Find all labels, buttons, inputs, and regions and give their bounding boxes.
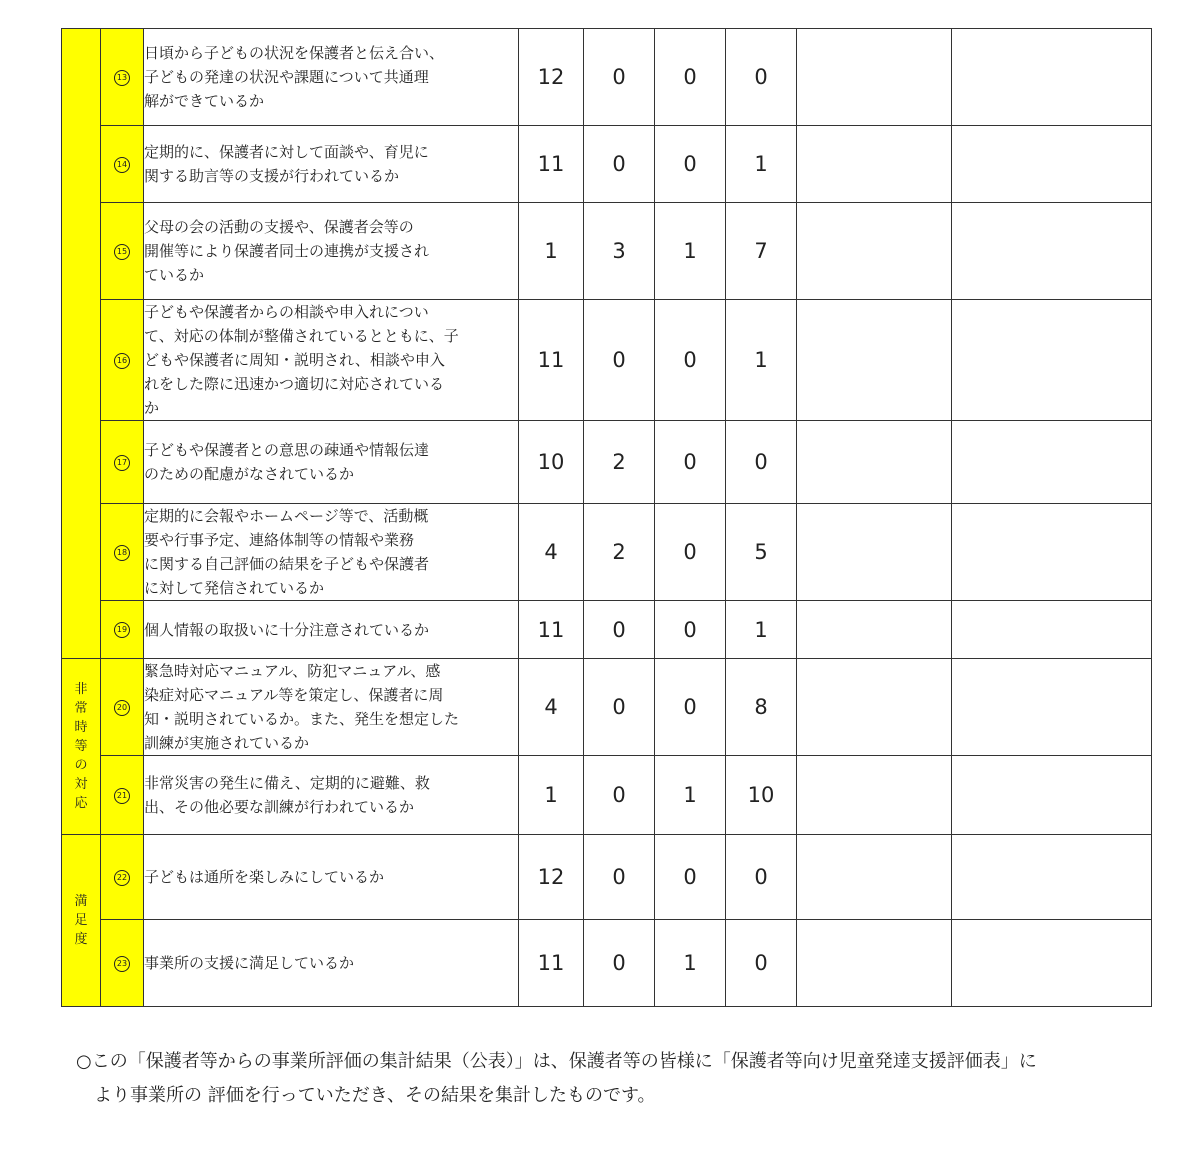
question-cell: 定期的に、保護者に対して面談や、育児に 関する助言等の支援が行われているか — [144, 126, 519, 203]
response-cell — [952, 756, 1152, 835]
comment-cell — [797, 29, 952, 126]
question-cell: 子どもや保護者との意思の疎通や情報伝達 のための配慮がなされているか — [144, 421, 519, 504]
value-yes: 4 — [519, 504, 584, 601]
table-row — [62, 756, 1152, 835]
value-neutral: 0 — [584, 659, 655, 756]
table-row — [62, 601, 1152, 659]
value-neutral: 0 — [584, 29, 655, 126]
table-row — [62, 29, 1152, 126]
item-number: 23 — [101, 920, 144, 1007]
value-unknown: 0 — [726, 835, 797, 920]
value-yes: 1 — [519, 756, 584, 835]
value-yes: 11 — [519, 920, 584, 1007]
value-unknown: 5 — [726, 504, 797, 601]
comment-cell — [797, 835, 952, 920]
item-number: 19 — [101, 601, 144, 659]
value-yes: 10 — [519, 421, 584, 504]
value-neutral: 0 — [584, 300, 655, 421]
value-neutral: 0 — [584, 756, 655, 835]
response-cell — [952, 835, 1152, 920]
response-cell — [952, 203, 1152, 300]
comment-cell — [797, 126, 952, 203]
value-no: 0 — [655, 29, 726, 126]
response-cell — [952, 300, 1152, 421]
value-unknown: 8 — [726, 659, 797, 756]
response-cell — [952, 29, 1152, 126]
question-cell: 日頃から子どもの状況を保護者と伝え合い、 子どもの発達の状況や課題について共通理 解ができているか — [144, 29, 519, 126]
value-yes: 1 — [519, 203, 584, 300]
table-row — [62, 126, 1152, 203]
value-yes: 11 — [519, 601, 584, 659]
value-unknown: 10 — [726, 756, 797, 835]
response-cell — [952, 421, 1152, 504]
question-cell: 定期的に会報やホームページ等で、活動概 要や行事予定、連絡体制等の情報や業務 に関する自己評価の結果を子どもや保護者 に対して発信されているか — [144, 504, 519, 601]
response-cell — [952, 659, 1152, 756]
value-no: 1 — [655, 203, 726, 300]
value-unknown: 0 — [726, 920, 797, 1007]
comment-cell — [797, 421, 952, 504]
response-cell — [952, 126, 1152, 203]
comment-cell — [797, 203, 952, 300]
response-cell — [952, 920, 1152, 1007]
category-emergency: 非常時等の対応 — [62, 659, 101, 835]
footnote: ○この「保護者等からの事業所評価の集計結果（公表）」は、保護者等の皆様に「保護者等向け児童発達支援評価表」に より事業所の 評価を行っていただき、その結果を集計したものです。 — [76, 1051, 1037, 1106]
item-number: 22 — [101, 835, 144, 920]
question-cell: 父母の会の活動の支援や、保護者会等の 開催等により保護者同士の連携が支援され ているか — [144, 203, 519, 300]
value-yes: 11 — [519, 126, 584, 203]
value-neutral: 3 — [584, 203, 655, 300]
value-unknown: 0 — [726, 29, 797, 126]
question-cell: 事業所の支援に満足しているか — [144, 920, 519, 1007]
item-number: 17 — [101, 421, 144, 504]
table-row — [62, 504, 1152, 601]
value-yes: 11 — [519, 300, 584, 421]
value-neutral: 0 — [584, 126, 655, 203]
item-number: 21 — [101, 756, 144, 835]
value-no: 1 — [655, 920, 726, 1007]
item-number: 16 — [101, 300, 144, 421]
evaluation-table — [61, 28, 1152, 1007]
response-cell — [952, 601, 1152, 659]
value-neutral: 0 — [584, 601, 655, 659]
table-row — [62, 659, 1152, 756]
item-number: 20 — [101, 659, 144, 756]
question-cell: 子どもや保護者からの相談や申入れについ て、対応の体制が整備されているとともに、子 どもや保護者に周知・説明され、相談や申入 れをした際に迅速かつ適切に対応されている か — [144, 300, 519, 421]
value-unknown: 1 — [726, 601, 797, 659]
table-row — [62, 421, 1152, 504]
category-satisfaction: 満足度 — [62, 835, 101, 1007]
value-yes: 12 — [519, 29, 584, 126]
value-unknown: 1 — [726, 126, 797, 203]
value-neutral: 2 — [584, 504, 655, 601]
value-neutral: 0 — [584, 835, 655, 920]
comment-cell — [797, 920, 952, 1007]
category-cell-support — [62, 29, 101, 659]
value-unknown: 0 — [726, 421, 797, 504]
value-neutral: 2 — [584, 421, 655, 504]
value-unknown: 7 — [726, 203, 797, 300]
value-no: 0 — [655, 300, 726, 421]
table-row — [62, 203, 1152, 300]
value-no: 0 — [655, 421, 726, 504]
value-no: 0 — [655, 601, 726, 659]
question-cell: 緊急時対応マニュアル、防犯マニュアル、感 染症対応マニュアル等を策定し、保護者に周 知・説明されているか。また、発生を想定した 訓練が実施されているか — [144, 659, 519, 756]
item-number: 13 — [101, 29, 144, 126]
comment-cell — [797, 756, 952, 835]
comment-cell — [797, 504, 952, 601]
table-row — [62, 920, 1152, 1007]
question-cell: 子どもは通所を楽しみにしているか — [144, 835, 519, 920]
question-cell: 個人情報の取扱いに十分注意されているか — [144, 601, 519, 659]
item-number: 18 — [101, 504, 144, 601]
value-yes: 4 — [519, 659, 584, 756]
question-cell: 非常災害の発生に備え、定期的に避難、救 出、その他必要な訓練が行われているか — [144, 756, 519, 835]
table-row — [62, 835, 1152, 920]
value-unknown: 1 — [726, 300, 797, 421]
value-yes: 12 — [519, 835, 584, 920]
comment-cell — [797, 659, 952, 756]
item-number: 15 — [101, 203, 144, 300]
comment-cell — [797, 601, 952, 659]
response-cell — [952, 504, 1152, 601]
value-no: 0 — [655, 659, 726, 756]
value-no: 0 — [655, 835, 726, 920]
comment-cell — [797, 300, 952, 421]
value-no: 1 — [655, 756, 726, 835]
value-neutral: 0 — [584, 920, 655, 1007]
value-no: 0 — [655, 126, 726, 203]
item-number: 14 — [101, 126, 144, 203]
table-row — [62, 300, 1152, 421]
value-no: 0 — [655, 504, 726, 601]
